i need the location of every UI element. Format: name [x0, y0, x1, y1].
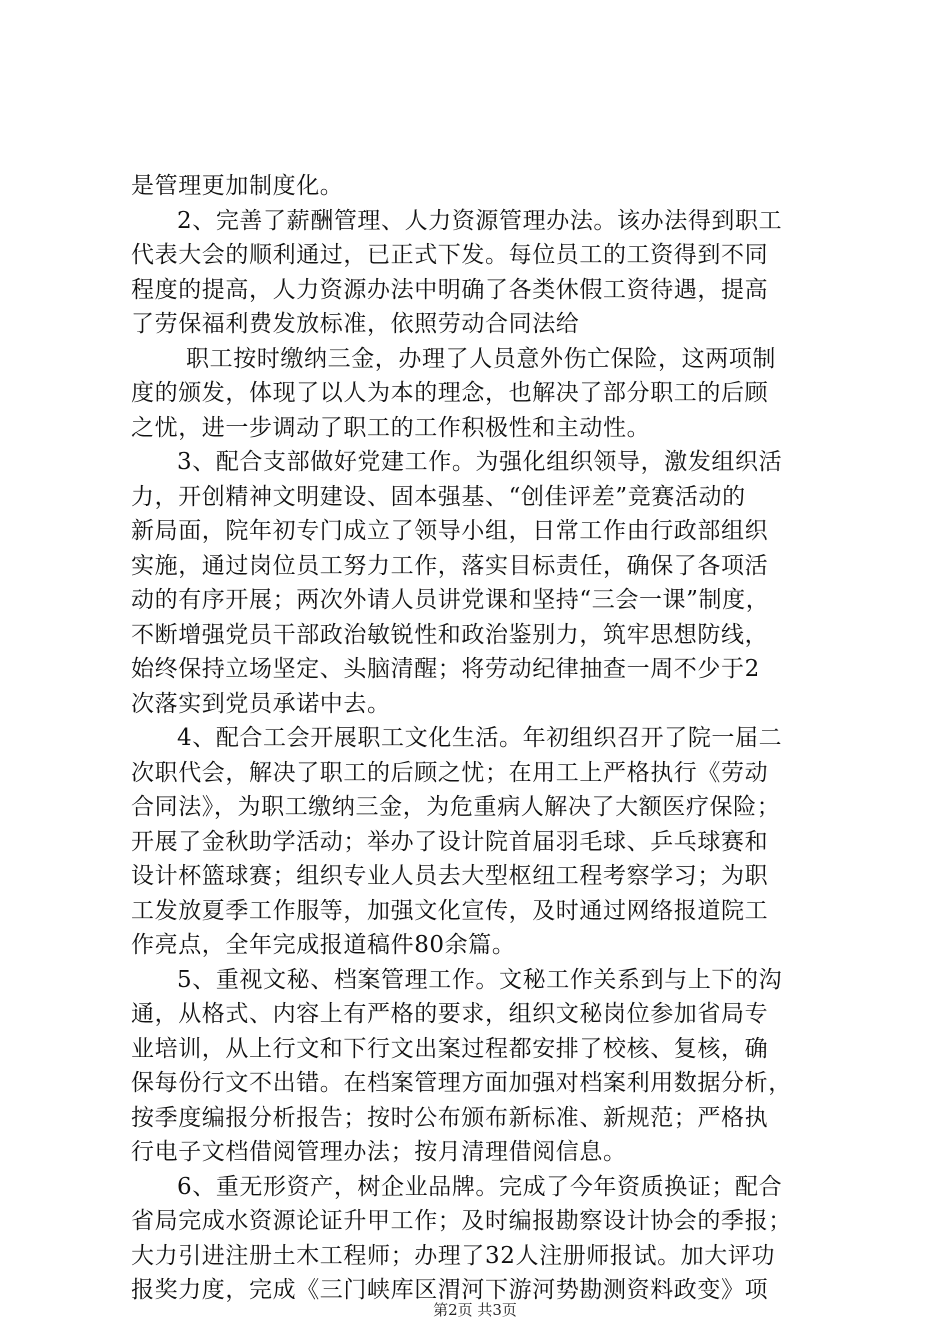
paragraph-6-start: 6、重无形资产，树企业品牌。完成了今年资质换证；配合	[177, 1173, 783, 1200]
text-line: 开展了金秋助学活动；举办了设计院首届羽毛球、乒乓球赛和	[131, 828, 769, 855]
text-line: 是管理更加制度化。	[131, 173, 344, 199]
text-line: 代表大会的顺利通过，已正式下发。每位员工的工资得到不同	[131, 242, 769, 268]
paragraph-continuation-start: 职工按时缴纳三金，办理了人员意外伤亡保险，这两项制	[186, 345, 776, 372]
text-line: 行电子文档借阅管理办法；按月清理借阅信息。	[131, 1139, 627, 1165]
text-line: 新局面，院年初专门成立了领导小组，日常工作由行政部组织	[131, 518, 769, 544]
paragraph-3-start: 3、配合支部做好党建工作。为强化组织领导，激发组织活	[177, 449, 783, 475]
text-line: 力，开创精神文明建设、固本强基、“创佳评差”竞赛活动的	[131, 483, 746, 510]
paragraph-2-start: 2、完善了薪酬管理、人力资源管理办法。该办法得到职工	[177, 207, 783, 234]
text-line: 设计杯篮球赛；组织专业人员去大型枢纽工程考察学习；为职	[131, 863, 769, 889]
text-line: 次落实到党员承诺中去。	[131, 690, 391, 717]
paragraph-5-start: 5、重视文秘、档案管理工作。文秘工作关系到与上下的沟	[177, 966, 783, 993]
text-line: 工发放夏季工作服等，加强文化宣传，及时通过网络报道院工	[131, 897, 769, 924]
text-line: 作亮点，全年完成报道稿件80余篇。	[131, 932, 516, 958]
text-line: 省局完成水资源论证升甲工作；及时编报勘察设计协会的季报；	[131, 1208, 792, 1234]
text-line: 程度的提高，人力资源办法中明确了各类休假工资待遇，提高	[131, 276, 769, 303]
text-line: 始终保持立场坚定、头脑清醒；将劳动纪律抽查一周不少于2	[131, 656, 760, 682]
text-line: 业培训，从上行文和下行文出案过程都安排了校核、复核，确	[131, 1035, 769, 1062]
text-line: 实施，通过岗位员工努力工作，落实目标责任，确保了各项活	[131, 552, 769, 579]
page-number-footer: 第2页 共3页	[433, 1301, 517, 1319]
paragraph-4-start: 4、配合工会开展职工文化生活。年初组织召开了院一届二	[177, 725, 783, 751]
text-line: 按季度编报分析报告；按时公布颁布新标准、新规范；严格执	[131, 1104, 769, 1131]
text-line: 次职代会，解决了职工的后顾之忧；在用工上严格执行《劳动	[131, 759, 769, 786]
text-line: 动的有序开展；两次外请人员讲党课和坚持“三会一课”制度，	[131, 587, 770, 613]
body-text	[131, 169, 831, 1308]
text-line: 之忧，进一步调动了职工的工作积极性和主动性。	[131, 414, 651, 441]
text-line: 通，从格式、内容上有严格的要求，组织文秘岗位参加省局专	[131, 1001, 769, 1027]
text-line: 报奖力度，完成《三门峡库区渭河下游河势勘测资料政变》项	[131, 1277, 769, 1303]
text-line: 保每份行文不出错。在档案管理方面加强对档案利用数据分析，	[131, 1070, 792, 1096]
text-line: 度的颁发，体现了以人为本的理念，也解决了部分职工的后顾	[131, 380, 769, 406]
text-line: 合同法》，为职工缴纳三金，为危重病人解决了大额医疗保险；	[131, 794, 781, 820]
text-line: 了劳保福利费发放标准，依照劳动合同法给	[131, 311, 580, 337]
text-line: 不断增强党员干部政治敏锐性和政治鉴别力，筑牢思想防线，	[131, 621, 769, 648]
text-line: 大力引进注册土木工程师；办理了32人注册师报试。加大评功	[131, 1242, 776, 1269]
